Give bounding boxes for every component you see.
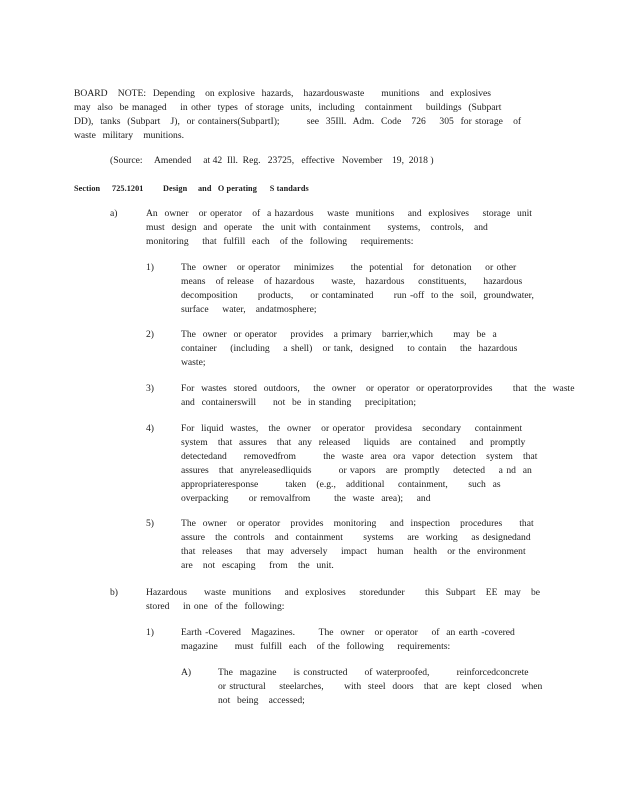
item-text: The owner or operator provides a primary barrier,which may be a container (including a shell) or tank, designed to contain the hazardous waste; — [181, 329, 518, 368]
item-text: An owner or operator of a hazardous waste munitions and explosives storage unit must design and operate the unit with containment systems, controls, and monitoring that fulfill each of the following requirements: — [146, 208, 532, 247]
section-title: Design and O perating S tandards — [163, 184, 309, 193]
section-label: Section — [74, 184, 101, 193]
item-marker: 2) — [146, 329, 154, 340]
item-text: Earth -Covered Magazines. The owner or operator of an earth -covered magazine must fulfill each of the following requirements: — [181, 627, 515, 652]
item-marker: 1) — [146, 262, 154, 273]
item-text: The owner or operator provides monitoring and inspection procedures that assure the controls and containment systems are working as designedand that releases that may adversely impact human health or the environment are not escaping from the unit. — [181, 518, 534, 571]
item-text: The magazine is constructed of waterproofed, reinforcedconcrete or structural steelarches, with steel doors that are kept closed when not being accessed; — [218, 667, 543, 706]
item-marker: 4) — [146, 423, 154, 434]
item-text: For wastes stored outdoors, the owner or operator or operatorprovides that the waste and containerswill not be in standing precipitation; — [181, 383, 575, 408]
item-marker: b) — [110, 587, 118, 598]
item-text: The owner or operator minimizes the potential for detonation or other means of release of hazardous waste, hazardous constituents, hazardous decomposition products, or contaminated run -off to the soil, groundwater, surface water, andatmosphere; — [181, 262, 534, 315]
item-marker: 3) — [146, 383, 154, 394]
item-marker: a) — [110, 208, 118, 219]
item-marker: 1) — [146, 627, 154, 638]
source-note: (Source: Amended at 42 Ill. Reg. 23725, effective November 19, 2018 ) — [110, 155, 434, 166]
item-marker: 5) — [146, 518, 154, 529]
section-number: 725.1201 — [112, 184, 144, 193]
board-note: BOARD NOTE: Depending on explosive hazards, hazardouswaste munitions and explosives may also be managed in other types of storage units, including containment buildings (Subpart DD), tanks (Subpart J), or containers(SubpartI); see 35Ill. Adm. Code 726 305 for storage of waste military munitions. — [74, 88, 522, 141]
item-text: Hazardous waste munitions and explosives storedunder this Subpart EE may be stored in one of the following: — [146, 587, 541, 612]
item-marker: A) — [181, 667, 192, 678]
item-text: For liquid wastes, the owner or operator providesa secondary containment system that assures that any released liquids are contained and promptly detectedand removedfrom the waste area ora vapor detection system that assures that anyreleasedliquids or vapors are promptly detected a nd an appropriateresponse taken (e.g., additional containment, such as overpacking or removalfrom the waste area); and — [181, 423, 538, 504]
